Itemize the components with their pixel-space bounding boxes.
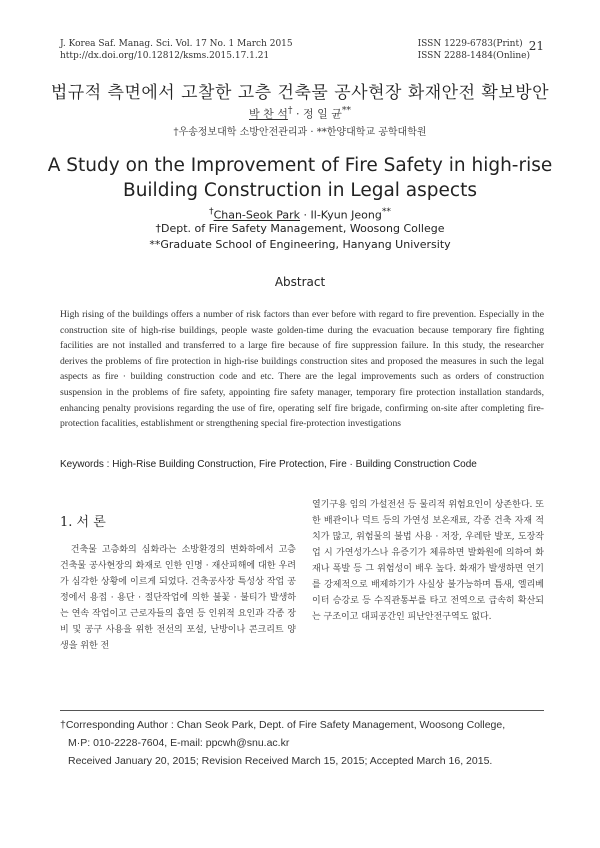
keywords: Keywords : High-Rise Building Construction, Fire Protection, Fire · Building Construction Code [60, 459, 477, 470]
korean-author-2-mark: ** [341, 105, 351, 116]
korean-authors [0, 105, 600, 122]
english-affiliation-2: **Graduate School of Engineering, Hanyang University [149, 238, 451, 251]
english-author-1: Chan-Seok Park [213, 208, 301, 222]
journal-line: J. Korea Saf. Manag. Sci. Vol. 17 No. 1 March 2015 [60, 39, 293, 49]
journal-header [60, 38, 293, 62]
page-number: 21 [528, 39, 544, 53]
body-column-right: 열기구용 임의 가설전선 등 물리적 위험요인이 상존한다. 또한 배관이나 덕트 등의 가연성 보온재료, 각종 건축 자재 적치가 많고, 위험물의 불법 사용 · 저장, 우레탄 발포, 도장작업 시 가연성가스나 유증기가 체류하면 발화원에 의하여 화재나 폭발 등 그 위험성이 배우 높다. 화재가 발생하면 연기를 강제적으로 배제하기가 사실상 불가능하며 틈새, 엘리베이터 승강로 등 수직관통부를 타고 전역으로 급속히 확산되는 구조이고 대피공간인 피난안전구역도 없다. [312, 500, 544, 622]
english-title-line-1: A Study on the Improvement of Fire Safety in high-rise [47, 155, 553, 176]
footnote-received-dates: Received January 20, 2015; Revision Received March 15, 2015; Accepted March 16, 2015. [68, 755, 493, 767]
korean-author-1-mark: † [287, 105, 293, 116]
doi-link[interactable]: http://dx.doi.org/10.12812/ksms.2015.17.1.21 [60, 51, 270, 61]
abstract-heading: Abstract [274, 275, 326, 289]
english-title-line-2: Building Construction in Legal aspects [123, 180, 477, 201]
footnote [60, 716, 550, 770]
korean-author-2: 정 일 균 [302, 107, 342, 121]
korean-author-separator: · [292, 107, 303, 121]
korean-affiliation: †우송정보대학 소방안전관리과 · **한양대학교 공학대학원 [173, 127, 427, 138]
issn-block [418, 38, 530, 62]
footnote-corresponding-author: †Corresponding Author : Chan Seok Park, Dept. of Fire Safety Management, Woosong College, [60, 719, 506, 731]
korean-title: 법규적 측면에서 고찰한 고층 건축물 공사현장 화재안전 확보방안 [50, 83, 550, 103]
footnote-divider [60, 710, 544, 711]
english-author-separator: · [300, 208, 311, 222]
section-heading: 1. 서 론 [60, 515, 106, 530]
footnote-contact: M·P: 010-2228-7604, E-mail: ppcwh@snu.ac.kr [68, 737, 290, 749]
korean-author-1: 박 찬 석 [249, 107, 288, 121]
english-affiliation-1: †Dept. of Fire Safety Management, Woosong College [155, 222, 445, 235]
english-author-2: Il-Kyun Jeong [310, 208, 382, 222]
english-author-2-mark: ** [381, 206, 391, 217]
issn-online: ISSN 2288-1484(Online) [417, 51, 530, 61]
english-authors [0, 206, 600, 222]
abstract-text: High rising of the buildings offers a number of risk factors than ever before with regard to fire prevention. Especially in the construction site of high-rise buildings, people waste golden-time during the evacuation because temporary fire fighting facilities are not installed and transferred to a large fire because of fire suppression failure. In this study, the researcher derives the problems of fire protection in high-rise buildings construction sites and proposed the measures in such the legal aspects as fire · building construction code and etc. There are the legal improvements such as orders of construction suspension in the problems of fire safety, appointing fire safety manager, temporary fire protection installation standards, enhancing penalty provisions regarding the use of fire, operating self fire brigade, confirming on-site after completing fire-protection facalities, establishment or strengthening special fire-protection investigations [60, 309, 544, 430]
body-column-left: 건축물 고층화의 심화라는 소방환경의 변화하에서 고층 건축물 공사현장의 화재로 인한 인명 · 재산피해에 대한 우려가 심각한 상황에 이르게 되었다. 건축공사장 특성상 작업 공정에서 용접 · 용단 · 절단작업에 의한 불꽃 · 불티가 발생하는 연속 작업이고 근로자들의 흡연 등 인위적 요인과 각종 장비 및 공구 사용을 위한 전선의 포설, 난방이나 콘크리트 양생을 위한 전 [60, 545, 296, 651]
issn-print: ISSN 1229-6783(Print) [417, 39, 523, 49]
english-author-1-mark: † [208, 206, 214, 217]
english-title [0, 153, 600, 203]
